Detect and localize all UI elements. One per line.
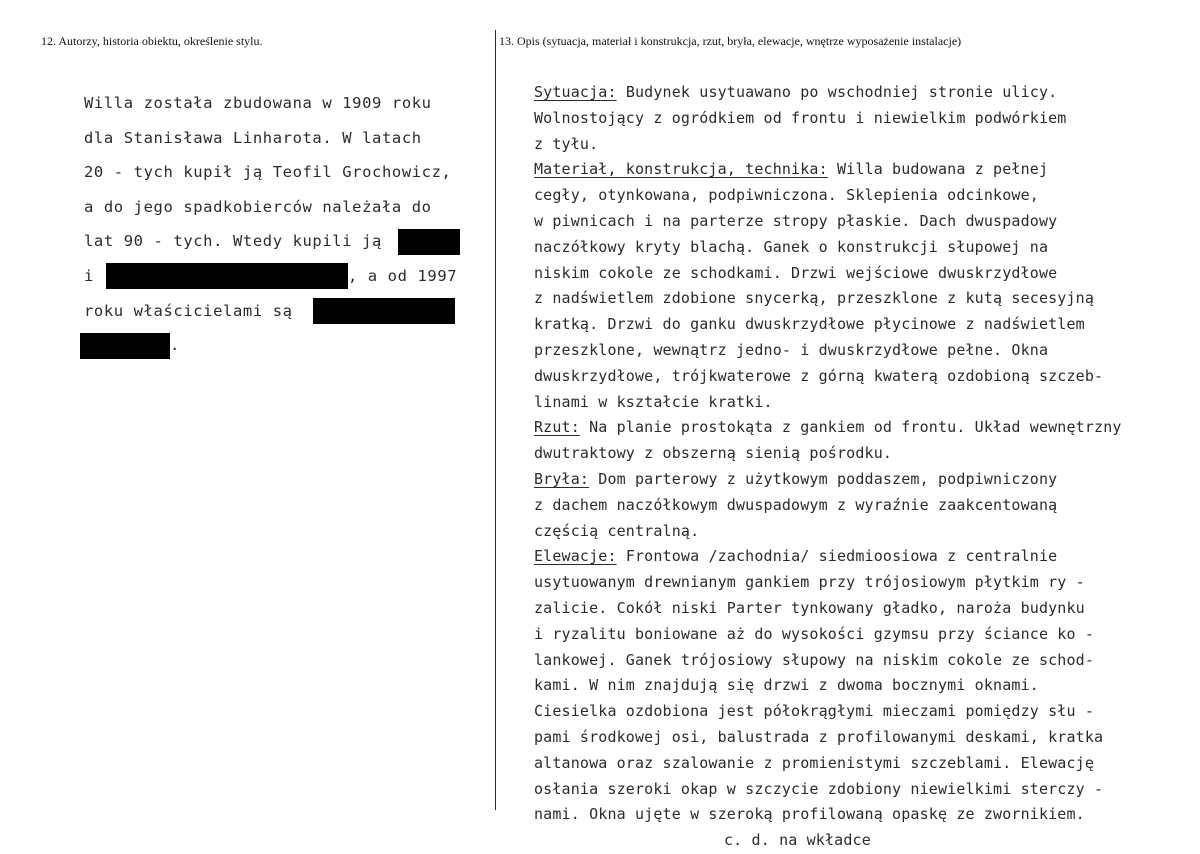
description-line (534, 802, 1194, 828)
redaction-box (398, 229, 460, 255)
description-line (534, 570, 1194, 596)
history-text-column (84, 86, 484, 363)
history-line (84, 155, 484, 190)
description-line (534, 364, 1194, 390)
description-line-text: niskim cokole ze schodkami. Drzwi wejściowe dwuskrzydłowe (534, 263, 1058, 282)
description-line (534, 519, 1194, 545)
description-line-text: Ciesielka ozdobiona jest półokrągłymi mieczami pomiędzy słu - (534, 702, 1095, 721)
description-line-text: kami. W nim znajdują się drzwi z dwoma bocznymi oknami. (534, 676, 1039, 695)
history-line-text: 20 - tych kupił ją Teofil Grochowicz, (84, 163, 452, 182)
history-line (84, 190, 484, 225)
description-line-text: z dachem naczółkowym dwuspadowym z wyraźnie zaakcentowaną (534, 495, 1058, 514)
description-line-text: linami w kształcie kratki. (534, 392, 773, 411)
history-line (84, 259, 484, 294)
description-line-text: Dom parterowy z użytkowym poddaszem, podpiwniczony (589, 469, 1058, 488)
history-line (84, 121, 484, 156)
description-line-text: lankowej. Ganek trójosiowy słupowy na niskim cokole ze schod- (534, 650, 1095, 669)
description-line-text: nami. Okna ujęte w szeroką profilowaną opaskę ze zwornikiem. (534, 805, 1085, 824)
description-line-text: dwuskrzydłowe, trójkwaterowe z górną kwaterą ozdobioną szczeb- (534, 366, 1104, 385)
description-line (534, 751, 1194, 777)
description-line (534, 699, 1194, 725)
history-line (84, 86, 484, 121)
redaction-box (313, 298, 455, 324)
section-label: Rzut: (534, 418, 580, 437)
history-line-text: . (170, 336, 180, 355)
description-line-text: z nadświetlem zdobione snycerką, przeszklone z kutą secesyjną (534, 289, 1095, 308)
description-line (534, 441, 1194, 467)
description-line (534, 209, 1194, 235)
description-line (534, 132, 1194, 158)
description-line (534, 312, 1194, 338)
history-line-text: Willa została zbudowana w 1909 roku (84, 94, 432, 112)
description-line (534, 596, 1194, 622)
description-line (534, 338, 1194, 364)
description-line (534, 622, 1194, 648)
description-line-text: pami środkowej osi, balustrada z profilowanymi deskami, kratka (534, 727, 1104, 746)
description-line-text: z tyłu. (534, 134, 599, 153)
description-line (534, 467, 1194, 493)
description-line (534, 648, 1194, 674)
description-line-text: naczółkowy kryty blachą. Ganek o konstrukcji słupowej na (534, 237, 1049, 256)
description-line (534, 183, 1194, 209)
description-line (534, 390, 1194, 416)
continuation-note: c. d. na wkładce (724, 831, 871, 850)
description-line (534, 725, 1194, 751)
description-line-text: zalicie. Cokół niski Parter tynkowany gładko, naroża budynku (534, 598, 1085, 617)
description-line-text: w piwnicach i na parterze stropy płaskie. Dach dwuspadowy (534, 211, 1058, 230)
history-line-text: roku właścicielami są (84, 301, 293, 320)
section-13-heading: 13. Opis (sytuacja, materiał i konstrukcja, rzut, bryła, elewacje, wnętrze wyposażenie instalacje) (499, 34, 962, 48)
description-line (534, 106, 1194, 132)
history-line-text: , a od 1997 (347, 266, 458, 285)
description-line-text: Na planie prostokąta z gankiem od frontu. Układ wewnętrzny (579, 418, 1122, 437)
description-line (534, 777, 1194, 803)
history-line-text: dla Stanisława Linharota. W latach (84, 128, 422, 147)
description-line (534, 235, 1194, 261)
description-line-text: Willa budowana z pełnej (827, 160, 1049, 179)
history-line (84, 224, 484, 259)
section-label: Elewacje: (534, 547, 617, 566)
description-line-text: osłania szeroki okap w szczycie zdobiony niewielkimi sterczy - (534, 779, 1104, 798)
description-line (534, 286, 1194, 312)
history-line-text: lat 90 - tych. Wtedy kupili ją (84, 232, 382, 251)
description-line-text: i ryzalitu boniowane aż do wysokości gzymsu przy ściance ko - (534, 624, 1095, 643)
redaction-box (106, 263, 348, 289)
section-12-heading: 12. Autorzy, historia obiektu, określenie stylu. (41, 34, 263, 48)
description-line-text: przeszklone, wewnątrz jedno- i dwuskrzydłowe pełne. Okna (534, 340, 1049, 359)
description-line (534, 415, 1194, 441)
description-line (534, 673, 1194, 699)
description-line (534, 544, 1194, 570)
description-line-text: kratką. Drzwi do ganku dwuskrzydłowe płycinowe z nadświetlem (534, 315, 1085, 334)
description-line (534, 261, 1194, 287)
history-line-text: a do jego spadkobierców należała do (84, 197, 432, 216)
description-line (534, 157, 1194, 183)
description-line-text: usytuowanym drewnianym gankiem przy trójosiowym płytkim ry - (534, 573, 1085, 592)
description-line-text: częścią centralną. (534, 521, 700, 540)
section-label: Materiał, konstrukcja, technika: (534, 160, 828, 179)
section-label: Bryła: (534, 469, 590, 488)
description-line-text: altanowa oraz szalowanie z promienistymi szczeblami. Elewację (534, 753, 1095, 772)
section-label: Sytuacja: (534, 83, 617, 101)
description-text-column (534, 80, 1194, 854)
description-line-text: Wolnostojący z ogródkiem od frontu i niewielkim podwórkiem (534, 108, 1067, 127)
redaction-box (80, 333, 170, 359)
column-divider (495, 30, 496, 810)
description-line-text: dwutraktowy z obszerną sienią pośrodku. (534, 444, 893, 463)
history-line (84, 294, 484, 329)
description-line-text: cegły, otynkowana, podpiwniczona. Sklepienia odcinkowe, (534, 186, 1039, 205)
history-line (84, 328, 484, 363)
description-line (534, 80, 1194, 106)
description-line-text: Frontowa /zachodnia/ siedmioosiowa z centralnie (616, 547, 1058, 566)
description-line-text: Budynek usytuawano po wschodniej stronie ulicy. (616, 83, 1058, 101)
history-line-text: i (84, 266, 94, 285)
description-line (534, 493, 1194, 519)
